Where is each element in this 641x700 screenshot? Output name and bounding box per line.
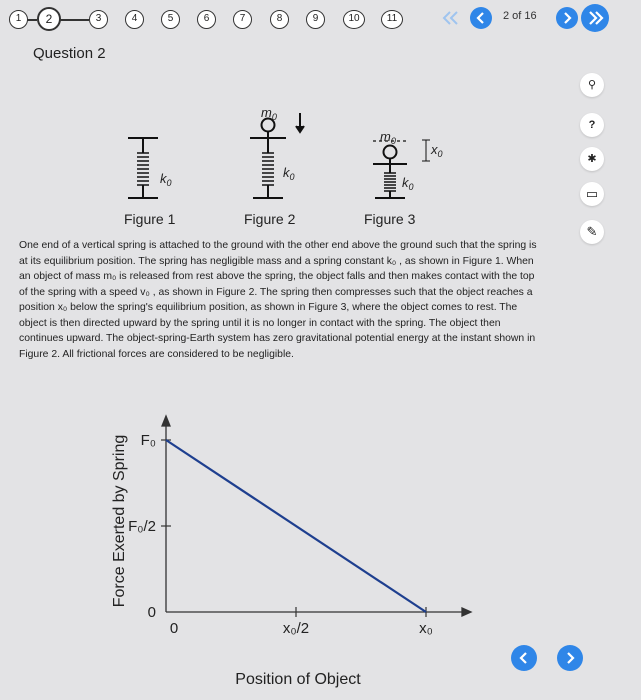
x-tick-label: 0: [169, 620, 179, 637]
y-axis-arrow: [162, 416, 170, 426]
question-8-button[interactable]: 8: [270, 10, 289, 29]
question-4-button[interactable]: 4: [125, 10, 144, 29]
bottom-next-button[interactable]: [557, 645, 583, 671]
displacement-label-fig3: $x_0$: [431, 142, 443, 159]
chevron-left-icon: [470, 7, 492, 29]
previous-page-button[interactable]: [470, 7, 492, 29]
last-page-button[interactable]: [581, 4, 609, 32]
question-7-button[interactable]: 7: [233, 10, 252, 29]
spring-figures: [110, 95, 450, 210]
zoom-button[interactable]: [580, 73, 604, 97]
series-line: [166, 440, 426, 612]
x-tick-label: x₀: [419, 620, 433, 637]
bookmark-button[interactable]: [580, 182, 604, 206]
question-5-button[interactable]: 5: [161, 10, 180, 29]
y-tick-label: F₀: [140, 432, 156, 449]
chevron-left-icon: [511, 645, 537, 671]
settings-icon: ✱: [587, 153, 597, 165]
help-icon: ?: [588, 119, 596, 131]
y-tick-label: F₀/2: [128, 518, 156, 535]
zoom-icon: ⚲: [587, 79, 597, 91]
x-axis-arrow: [462, 608, 471, 616]
chevron-right-icon: [557, 645, 583, 671]
question-11-button[interactable]: 11: [381, 10, 403, 29]
double-chevron-right-icon: [581, 4, 609, 32]
figure-1-label: Figure 1: [124, 211, 176, 227]
bottom-previous-button[interactable]: [511, 645, 537, 671]
question-3-button[interactable]: 3: [89, 10, 108, 29]
figure-3-label: Figure 3: [364, 211, 416, 227]
question-9-button[interactable]: 9: [306, 10, 325, 29]
mass-label-fig2: $m_0$: [261, 105, 277, 122]
x-axis-label: Position of Object: [235, 671, 361, 688]
question-10-button[interactable]: 10: [343, 10, 365, 29]
question-title: Question 2: [33, 45, 106, 62]
problem-statement: One end of a vertical spring is attached to the ground with the other end above the ground such that the spring is at its equilibrium position. The spring has negligible mass and a spring constant k₀ , as shown in Figure 1. When an object of mass m₀ is released from rest above the spring, the object falls and then makes contact with the top of the spring with a speed v₀ , as shown in Figure 2. The spring then compresses such that the object reaches a position x₀ below the spring's equilibrium position, as shown in Figure 3, where the object comes to rest. The object is then directed upward by the spring until it is no longer in contact with the spring. The object then continues upward. The object-spring-Earth system has zero gravitational potential energy at the instant shown in Figure 2. All frictional forces are considered to be negligible.: [19, 240, 537, 360]
spring-constant-label-fig3: $k_0$: [402, 175, 414, 192]
question-1-button[interactable]: 1: [9, 10, 28, 29]
help-button[interactable]: [580, 113, 604, 137]
spring-constant-label-fig1: $k_0$: [160, 171, 172, 188]
force-position-graph: [90, 400, 490, 695]
pencil-icon: ✎: [586, 224, 598, 239]
mass-label-fig3: $m_0$: [380, 129, 396, 146]
figure-2-label: Figure 2: [244, 211, 296, 227]
spring-constant-label-fig2: $k_0$: [283, 165, 295, 182]
next-page-button[interactable]: [556, 7, 578, 29]
nav-connector: [27, 19, 37, 21]
bookmark-icon: ▭: [585, 186, 599, 201]
chevron-right-icon: [556, 7, 578, 29]
y-tick-label: 0: [147, 604, 156, 621]
nav-connector: [59, 19, 89, 21]
x-tick-label: x₀/2: [282, 620, 310, 637]
question-2-button-current[interactable]: 2: [37, 7, 61, 31]
settings-button[interactable]: [580, 147, 604, 171]
pencil-button[interactable]: [580, 220, 604, 244]
double-chevron-left-icon[interactable]: [440, 8, 462, 28]
page-count: 2 of 16: [503, 10, 537, 22]
y-axis-label: Force Exerted by Spring: [111, 434, 128, 608]
question-6-button[interactable]: 6: [197, 10, 216, 29]
